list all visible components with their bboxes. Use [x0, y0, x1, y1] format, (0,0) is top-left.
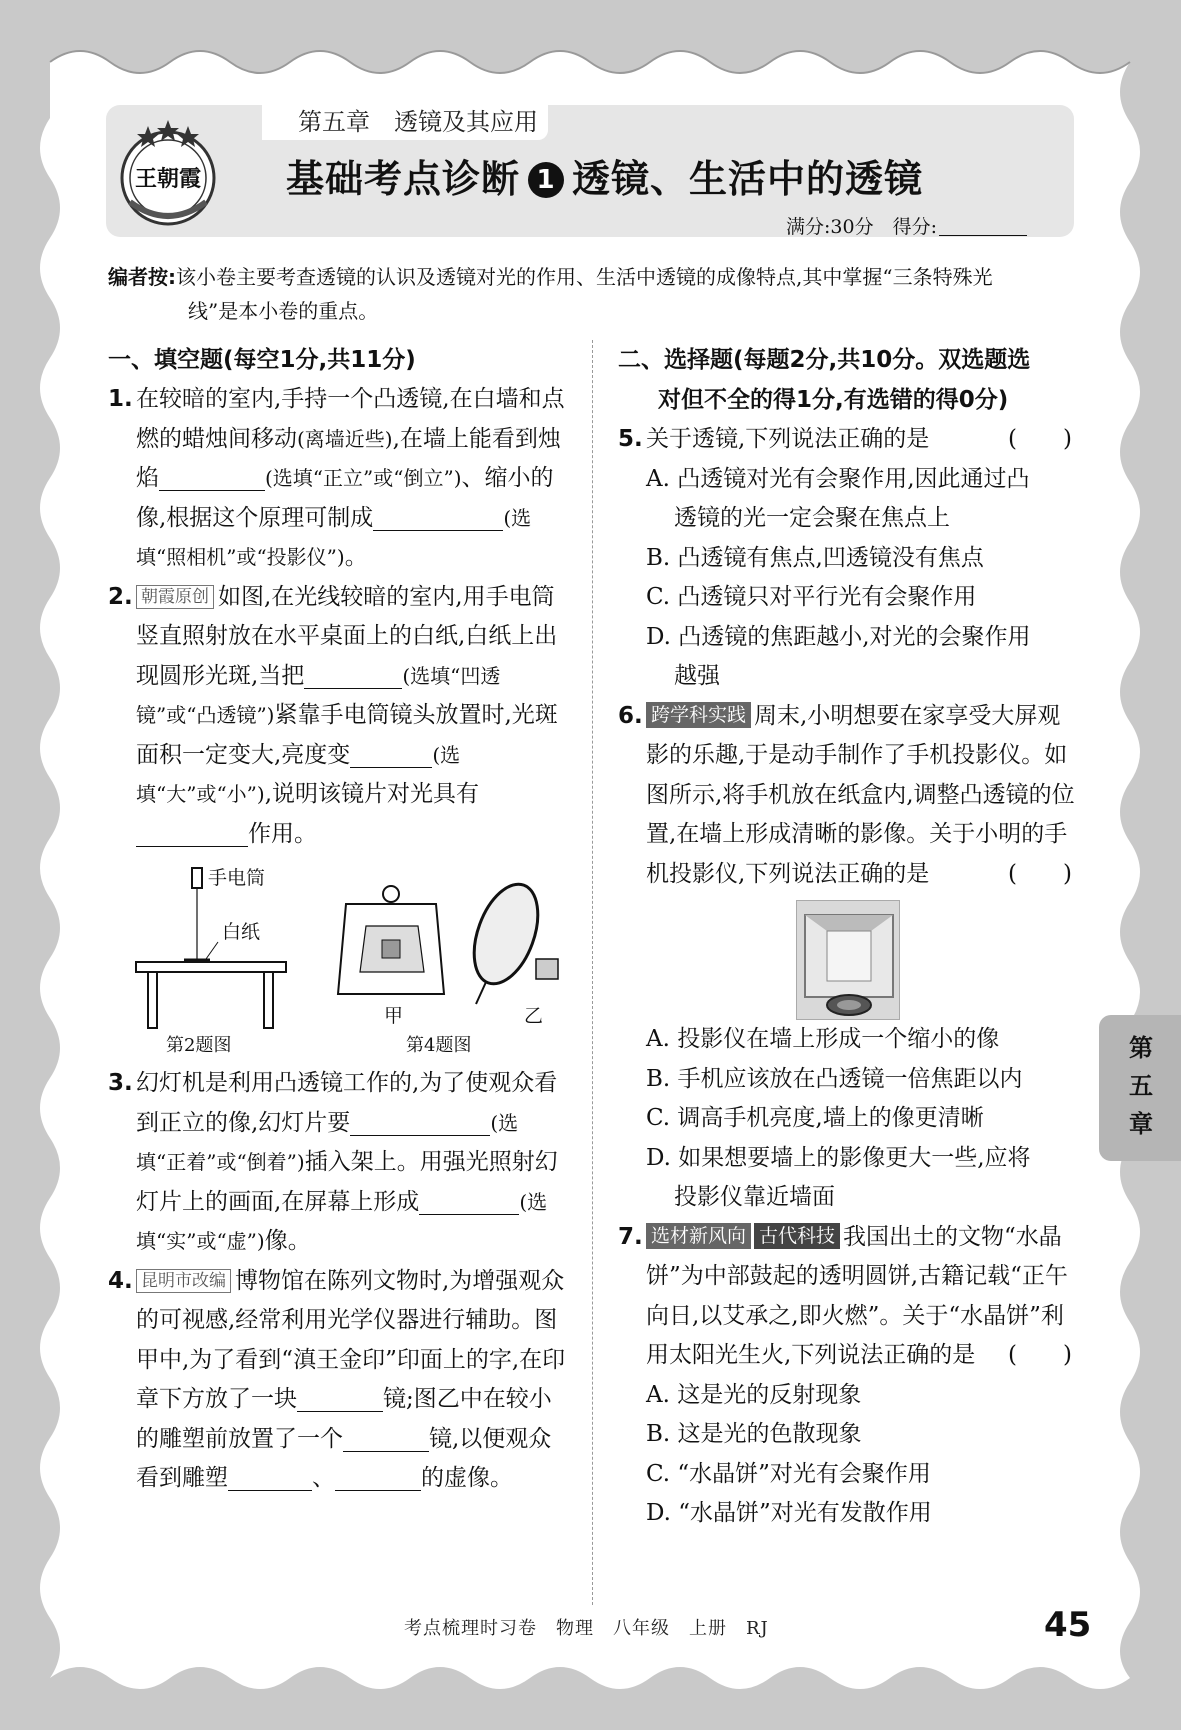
q4-text: 镜,以便观众看到雕塑 — [136, 1425, 552, 1491]
q5-stem: 关于透镜,下列说法正确的是 — [646, 426, 930, 452]
option-a[interactable]: A. 这是光的反射现象 — [646, 1381, 862, 1408]
section-1-title: 一、填空题(每空1分,共11分) — [108, 347, 416, 373]
q5-options — [618, 460, 1078, 697]
option-d[interactable]: D. 凸透镜的焦距越小,对光的会聚作用 — [646, 623, 1031, 650]
label-yi: 乙 — [524, 1005, 544, 1024]
answer-blank[interactable] — [343, 1424, 429, 1452]
page-title — [286, 148, 923, 203]
question-3 — [108, 1064, 568, 1262]
label-flashlight: 手电筒 — [208, 867, 266, 889]
q4-text: 镜;图乙中在较小的雕塑前放置了一个 — [136, 1386, 552, 1452]
q1-text: 、缩小的像,根据这个原理可制成 — [136, 465, 554, 531]
option-b[interactable]: B. 凸透镜有焦点,凹透镜没有焦点 — [646, 544, 984, 571]
question-number: 1. — [108, 386, 133, 412]
option-c[interactable]: C. 凸透镜只对平行光有会聚作用 — [646, 584, 977, 610]
question-2 — [108, 578, 568, 855]
full-score: 满分:30分 — [786, 216, 874, 238]
question-number: 2. — [108, 583, 133, 610]
question-number: 5. — [618, 426, 643, 452]
title-main: 基础考点诊断 — [286, 157, 521, 201]
label-paper: 白纸 — [222, 921, 261, 943]
answer-blank[interactable] — [228, 1463, 312, 1491]
answer-blank[interactable] — [419, 1187, 519, 1215]
flashlight-table-figure — [126, 864, 306, 1034]
answer-blank[interactable] — [304, 661, 402, 689]
museum-exhibit-figure — [326, 864, 576, 1024]
score-blank[interactable] — [939, 218, 1027, 236]
option-a-cont: 透镜的光一定会聚在焦点上 — [674, 505, 950, 531]
option-a[interactable]: A. 凸透镜对光有会聚作用,因此通过凸 — [646, 465, 1030, 492]
left-column — [108, 340, 568, 1499]
q7-options — [618, 1376, 1078, 1534]
column-divider — [592, 340, 593, 1605]
chapter-label: 第五章 透镜及其应用 — [298, 108, 538, 136]
chapter-side-tab[interactable] — [1099, 1015, 1181, 1161]
right-column — [618, 340, 1078, 1534]
q1-hint: (离墙近些) — [297, 426, 393, 451]
title-topic: 透镜、生活中的透镜 — [572, 157, 924, 201]
q2-text: 如图,在光线较暗的室内,用手电筒竖直照射放在水平桌面上的白纸,白纸上出现圆形光斑,当把 — [136, 583, 558, 689]
q6-options — [618, 1020, 1078, 1218]
category-badge: 古代科技 — [754, 1223, 840, 1249]
answer-blank[interactable] — [373, 503, 503, 531]
source-tag: 朝霞原创 — [136, 585, 214, 609]
q7-stem: 我国出土的文物“水晶饼”为中部鼓起的透明圆饼,古籍记载“正午向日,以艾承之,即火燃”。关于“水晶饼”利用太阳光生火,下列说法正确的是 — [646, 1223, 1068, 1368]
q6-stem: 周末,小明想要在家享受大屏观影的乐趣,于是动手制作了手机投影仪。如图所示,将手机放在纸盒内,调整凸透镜的位置,在墙上形成清晰的影像。关于小明的手机投影仪,下列说法正确的是 — [646, 702, 1075, 887]
question-number: 7. — [618, 1223, 643, 1250]
category-badge: 跨学科实践 — [646, 702, 751, 728]
question-number: 4. — [108, 1267, 133, 1294]
option-b[interactable]: B. 这是光的色散现象 — [646, 1421, 862, 1447]
question-6 — [618, 697, 1078, 895]
title-number-badge: 1 — [528, 162, 564, 198]
question-4 — [108, 1262, 568, 1499]
note-line-1: 该小卷主要考查透镜的认识及透镜对光的作用、生活中透镜的成像特点,其中掌握“三条特殊光 — [176, 265, 993, 289]
note-line-2: 线”是本小卷的重点。 — [188, 299, 379, 323]
q3-hint: (选填“正着”或“倒着”) — [136, 1110, 519, 1174]
section-2-line-1: 二、选择题(每题2分,共10分。双选题选 — [618, 347, 1031, 373]
q2-text: 作用。 — [248, 820, 317, 847]
question-5 — [618, 420, 1078, 460]
answer-blank[interactable] — [350, 1108, 490, 1136]
phone-projector-photo — [796, 900, 900, 1020]
q1-hint: (选填“正立”或“倒立”) — [265, 466, 462, 490]
note-label: 编者按: — [108, 265, 176, 289]
option-d[interactable]: D. 如果想要墙上的影像更大一些,应将 — [646, 1144, 1031, 1171]
label-jia: 甲 — [384, 1005, 404, 1024]
answer-blank[interactable] — [159, 463, 265, 491]
source-tag: 昆明市改编 — [136, 1269, 231, 1293]
q2-hint: (选填“大”或“小”) — [136, 742, 461, 806]
category-badge: 选材新风向 — [646, 1223, 751, 1249]
q3-hint: (选填“实”或“虚”) — [136, 1189, 548, 1253]
figure-2-caption: 第2题图 — [166, 1035, 232, 1056]
section-2-title — [618, 340, 1078, 420]
option-d[interactable]: D. “水晶饼”对光有发散作用 — [646, 1500, 932, 1526]
page-footer: 考点梳理时习卷 物理 八年级 上册 RJ — [404, 1618, 769, 1639]
question-1 — [108, 380, 568, 578]
figure-4-caption: 第4题图 — [406, 1035, 472, 1056]
answer-blank[interactable] — [136, 819, 248, 847]
page-number: 45 — [1044, 1605, 1092, 1645]
question-number: 6. — [618, 702, 643, 729]
publisher-logo-icon — [108, 112, 228, 232]
answer-blank[interactable] — [297, 1384, 383, 1412]
option-c[interactable]: C. “水晶饼”对光有会聚作用 — [646, 1460, 931, 1487]
option-d-cont: 越强 — [674, 663, 720, 689]
q4-text: 、 — [312, 1465, 335, 1491]
answer-paren[interactable]: ( ) — [1008, 426, 1072, 452]
q3-text: 幻灯机是利用凸透镜工作的,为了使观众看到正立的像,幻灯片要 — [136, 1070, 558, 1136]
score-label: 得分: — [892, 216, 938, 238]
q4-text: 博物馆在陈列文物时,为增强观众的可视感,经常利用光学仪器进行辅助。图甲中,为了看到“滇王金印”印面上的字,在印章下方放了一块 — [136, 1267, 566, 1412]
section-2-line-2: 对但不全的得1分,有选错的得0分) — [658, 387, 1009, 413]
question-number: 3. — [108, 1070, 133, 1096]
q3-text: 像。 — [264, 1228, 311, 1254]
answer-paren[interactable]: ( ) — [1008, 860, 1072, 887]
score-box — [786, 212, 1027, 239]
editor-note — [108, 260, 1074, 328]
q1-text: ,在墙上能看到烛焰 — [136, 425, 561, 491]
option-b[interactable]: B. 手机应该放在凸透镜一倍焦距以内 — [646, 1065, 1023, 1092]
q3-text: 插入架上。用强光照射幻灯片上的画面,在屏幕上形成 — [136, 1149, 558, 1215]
projector-icon — [797, 901, 901, 1021]
q2-hint: (选填“凹透镜”或“凸透镜”) — [136, 663, 501, 727]
option-a[interactable]: A. 投影仪在墙上形成一个缩小的像 — [646, 1026, 1000, 1052]
answer-blank[interactable] — [350, 740, 432, 768]
q1-text: 。 — [344, 544, 368, 570]
q2-text: ,说明该镜片对光具有 — [264, 781, 480, 807]
answer-paren[interactable]: ( ) — [1008, 1342, 1072, 1368]
figure-row — [108, 854, 568, 1064]
answer-blank[interactable] — [335, 1463, 421, 1491]
logo-text: 王朝霞 — [134, 166, 202, 192]
option-d-cont: 投影仪靠近墙面 — [674, 1184, 835, 1210]
option-c[interactable]: C. 调高手机亮度,墙上的像更清晰 — [646, 1105, 984, 1131]
q1-text: 在较暗的室内,手持一个凸透镜,在白墙和点燃的蜡烛间移动 — [136, 386, 565, 452]
q2-text: 紧靠手电筒镜头放置时,光斑面积一定变大,亮度变 — [136, 702, 558, 768]
question-7 — [618, 1218, 1078, 1376]
side-tab-label: 第五章 — [1129, 1034, 1153, 1138]
q4-text: 的虚像。 — [421, 1465, 513, 1491]
q1-hint: (选填“照相机”或“投影仪”) — [136, 505, 532, 569]
